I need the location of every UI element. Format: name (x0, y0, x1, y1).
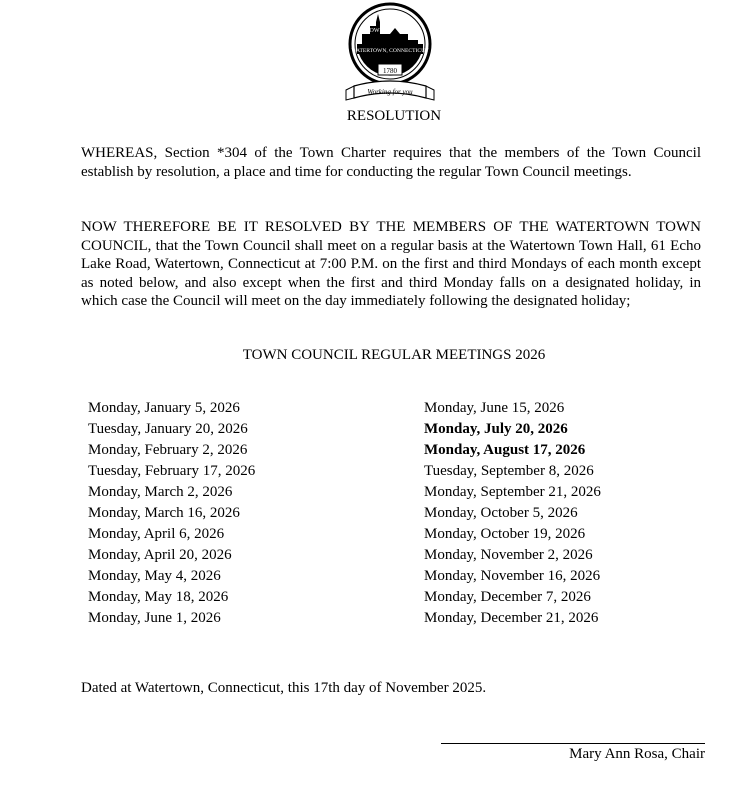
meeting-date-item: Monday, April 20, 2026 (88, 547, 232, 563)
meetings-heading: TOWN COUNCIL REGULAR MEETINGS 2026 (242, 347, 546, 363)
seal-year-text: 1780 (383, 67, 397, 75)
meeting-date-item: Monday, December 7, 2026 (424, 589, 591, 605)
meeting-date-item: Monday, November 2, 2026 (424, 547, 593, 563)
whereas-paragraph: WHEREAS, Section *304 of the Town Charter requires that the members of the Town Council establish by resolution, a place and time for conducting the regular Town Council meetings. (81, 145, 701, 180)
meeting-date-item: Monday, August 17, 2026 (424, 442, 586, 458)
meeting-date-item: Monday, October 19, 2026 (424, 526, 586, 542)
meeting-date-item: Monday, January 5, 2026 (88, 400, 240, 416)
meeting-date-item: Monday, April 6, 2026 (88, 526, 225, 542)
meeting-date-item: Monday, December 21, 2026 (424, 610, 599, 626)
meeting-date-item: Monday, October 5, 2026 (424, 505, 578, 521)
meeting-date-item: Tuesday, September 8, 2026 (424, 463, 594, 479)
meeting-date-item: Monday, March 2, 2026 (88, 484, 233, 500)
meeting-date-item: Tuesday, January 20, 2026 (88, 421, 248, 437)
meeting-date-item: Monday, May 18, 2026 (88, 589, 229, 605)
seal-top-text: TOWN OF (366, 28, 394, 34)
meeting-date-item: Monday, September 21, 2026 (424, 484, 601, 500)
meeting-date-item: Monday, June 1, 2026 (88, 610, 221, 626)
town-seal-logo (340, 2, 446, 106)
seal-band-text: WATERTOWN, CONNECTICUT (351, 48, 429, 54)
meeting-dates-left-column (88, 398, 255, 629)
signatory-name: Mary Ann Rosa, Chair (569, 746, 705, 762)
meeting-date-item: Monday, May 4, 2026 (88, 568, 221, 584)
signature-line (441, 743, 705, 744)
meeting-date-item: Monday, July 20, 2026 (424, 421, 568, 437)
meeting-date-item: Monday, March 16, 2026 (88, 505, 240, 521)
meeting-dates-right-column (424, 398, 601, 629)
meeting-date-item: Monday, February 2, 2026 (88, 442, 248, 458)
meeting-date-item: Monday, June 15, 2026 (424, 400, 565, 416)
resolved-paragraph: NOW THEREFORE BE IT RESOLVED BY THE MEMBERS OF THE WATERTOWN TOWN COUNCIL, that the Town Council shall meet on a regular basis at the Watertown Town Hall, 61 Echo Lake Road, Watertown, Connecticut at 7:00 P.M. on the first and third Mondays of each month except as noted below, and also except when the first and third Monday falls on a designated holiday, in which case the Council will meet on the day immediately following the designated holiday; (81, 219, 701, 309)
meeting-date-item: Monday, November 16, 2026 (424, 568, 601, 584)
meeting-date-item: Tuesday, February 17, 2026 (88, 463, 256, 479)
resolution-title: RESOLUTION (346, 108, 442, 124)
seal-ribbon-text: Working for you (367, 88, 413, 96)
seal-graphic (340, 2, 446, 106)
dated-line: Dated at Watertown, Connecticut, this 17th day of November 2025. (81, 680, 487, 696)
